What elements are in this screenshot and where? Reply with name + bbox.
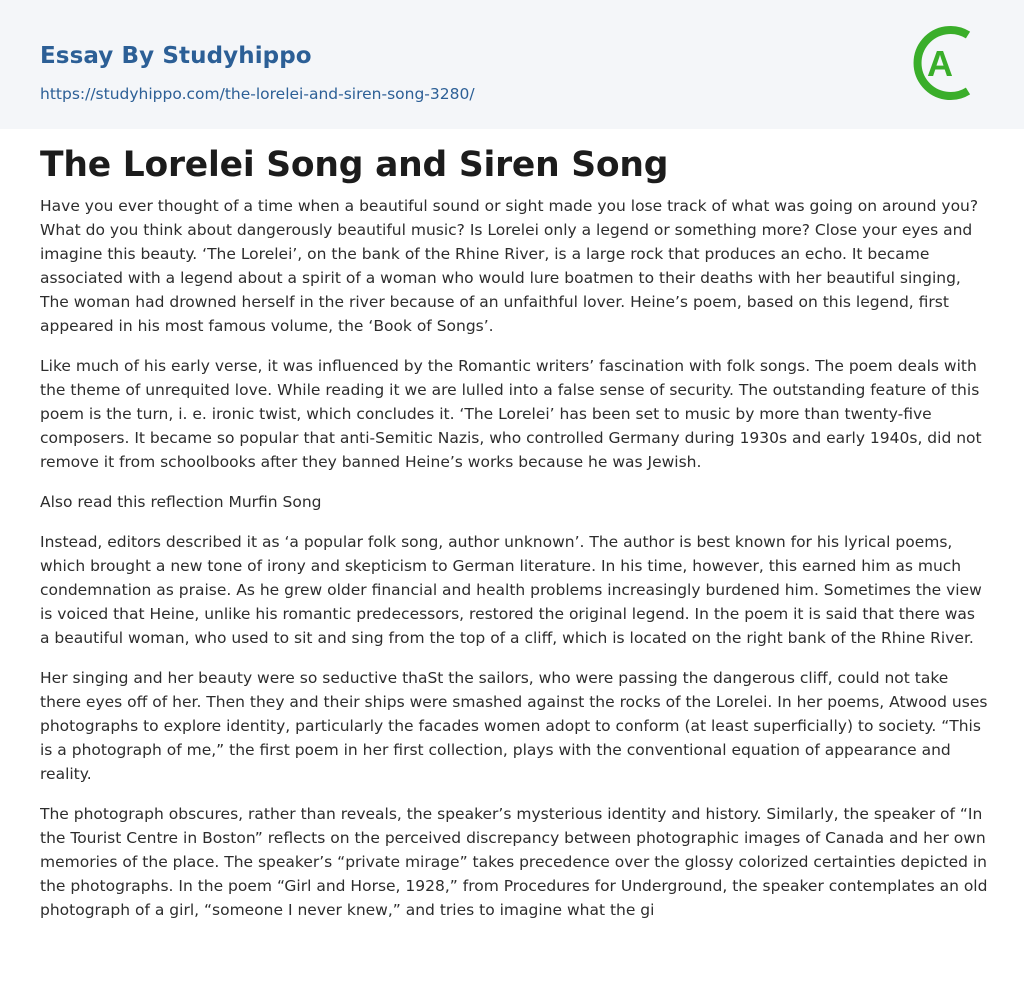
logo-letter: A xyxy=(927,43,953,84)
site-header xyxy=(0,0,1024,129)
essay-paragraph: Like much of his early verse, it was influenced by the Romantic writers’ fascination with folk songs. The poem deals with the theme of unrequited love. While reading it we are lulled into a false sense of security. The outstanding feature of this poem is the turn, i. e. ironic twist, which concludes it. ‘The Lorelei’ has been set to music by more than twenty-five composers. It became so popular that anti-Semitic Nazis, who controlled Germany during 1930s and early 1940s, did not remove it from schoolbooks after they banned Heine’s works because he was Jewish. xyxy=(40,357,982,471)
essay-paragraph: Have you ever thought of a time when a beautiful sound or sight made you lose track of what was going on around you? What do you think about dangerously beautiful music? Is Lorelei only a legend or something more? Close your eyes and imagine this beauty. ‘The Lorelei’, on the bank of the Rhine River, is a large rock that produces an echo. It became associated with a legend about a spirit of a woman who would lure boatmen to their deaths with her beautiful singing, The woman had drowned herself in the river because of an unfaithful lover. Heine’s poem, based on this legend, first appeared in his most famous volume, the ‘Book of Songs’. xyxy=(40,197,979,335)
related-reading-link[interactable]: Also read this reflection Murfin Song xyxy=(40,493,322,511)
essay-paragraph: Her singing and her beauty were so seductive thaSt the sailors, who were passing the dangerous cliff, could not take there eyes off of her. Then they and their ships were smashed against the rocks of the Lorelei. In her poems, Atwood uses photographs to explore identity, particularly the facades women adopt to conform (at least superficially) to society. “This is a photograph of me,” the first poem in her first collection, plays with the conventional equation of appearance and reality. xyxy=(40,669,988,783)
brand-title: Essay By Studyhippo xyxy=(40,43,312,69)
essay-url-link[interactable]: https://studyhippo.com/the-lorelei-and-siren-song-3280/ xyxy=(40,85,475,103)
studyhippo-logo-icon[interactable] xyxy=(912,20,986,106)
page-title: The Lorelei Song and Siren Song xyxy=(40,145,669,185)
essay-paragraph: Instead, editors described it as ‘a popular folk song, author unknown’. The author is best known for his lyrical poems, which brought a new tone of irony and skepticism to German literature. In his time, however, this earned him as much condemnation as praise. As he grew older financial and health problems increasingly burdened him. Sometimes the view is voiced that Heine, unlike his romantic predecessors, restored the original legend. In the poem it is said that there was a beautiful woman, who used to sit and sing from the top of a cliff, which is located on the right bank of the Rhine River. xyxy=(40,533,982,647)
essay-body xyxy=(40,194,988,954)
essay-paragraph: The photograph obscures, rather than reveals, the speaker’s mysterious identity and history. Similarly, the speaker of “In the Tourist Centre in Boston” reflects on the perceived discrepancy between photographic images of Canada and her own memories of the place. The speaker’s “private mirage” takes precedence over the glossy colorized certainties depicted in the photographs. In the poem “Girl and Horse, 1928,” from Procedures for Underground, the speaker contemplates an old photograph of a girl, “someone I never knew,” and tries to imagine what the gi xyxy=(40,805,988,919)
